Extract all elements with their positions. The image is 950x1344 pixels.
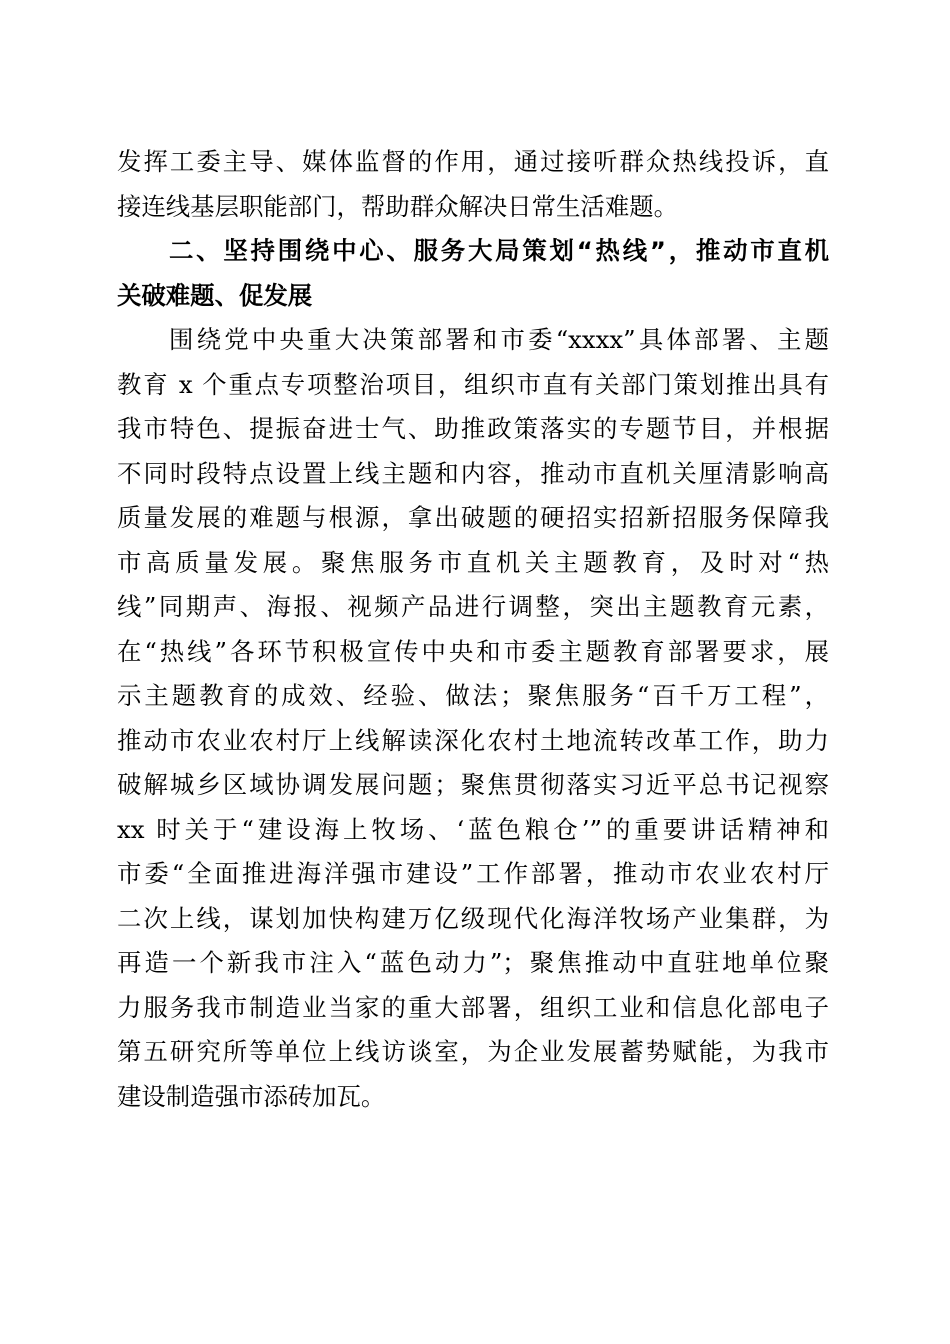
text-line: 再造一个新我市注入“蓝色动力”；聚焦推动中直驻地单位聚 xyxy=(117,948,829,977)
text-line: 接连线基层职能部门，帮助群众解决日常生活难题。 xyxy=(117,191,678,221)
text-line: 市高质量发展。聚焦服务市直机关主题教育，及时对“热 xyxy=(117,547,829,577)
text-line: 第五研究所等单位上线访谈室，为企业发展蓄势赋能，为我市 xyxy=(117,1037,829,1066)
text-line: 二次上线，谋划加快构建万亿级现代化海洋牧场产业集群，为 xyxy=(117,903,829,933)
document-page xyxy=(117,140,829,1119)
paragraph-1 xyxy=(117,140,829,229)
text-line: 市委“全面推进海洋强市建设”工作部署，推动市农业农村厅 xyxy=(117,859,829,888)
text-line: 我市特色、提振奋进士气、助推政策落实的专题节目，并根据 xyxy=(117,414,829,443)
heading-line: 二、坚持围绕中心、服务大局策划“热线”，推动市直机 xyxy=(169,236,829,265)
text-line: 质量发展的难题与根源，拿出破题的硬招实招新招服务保障我 xyxy=(117,503,829,532)
text-line: 围绕党中央重大决策部署和市委“xxxx”具体部署、主题 xyxy=(169,325,829,354)
text-line: 线”同期声、海报、视频产品进行调整，突出主题教育元素， xyxy=(117,592,829,621)
text-line: xx 时关于“建设海上牧场、‘蓝色粮仓’”的重要讲话精神和 xyxy=(117,814,829,844)
text-line: 在“热线”各环节积极宣传中央和市委主题教育部署要求，展 xyxy=(117,636,829,666)
text-line: 破解城乡区域协调发展问题；聚焦贯彻落实习近平总书记视察 xyxy=(117,770,829,799)
paragraph-2 xyxy=(117,318,829,1119)
heading-line: 关破难题、促发展 xyxy=(117,280,313,310)
text-line: 不同时段特点设置上线主题和内容，推动市直机关厘清影响高 xyxy=(117,458,829,488)
text-line: 力服务我市制造业当家的重大部署，组织工业和信息化部电子 xyxy=(117,992,829,1022)
section-heading-2 xyxy=(117,229,829,318)
text-line: 发挥工委主导、媒体监督的作用，通过接听群众热线投诉，直 xyxy=(117,147,829,176)
text-line: 示主题教育的成效、经验、做法；聚焦服务“百千万工程”， xyxy=(117,681,829,710)
text-line: 教育 x 个重点专项整治项目，组织市直有关部门策划推出具有 xyxy=(117,369,829,399)
text-line: 推动市农业农村厅上线解读深化农村土地流转改革工作，助力 xyxy=(117,725,829,755)
text-line: 建设制造强市添砖加瓦。 xyxy=(117,1081,386,1111)
